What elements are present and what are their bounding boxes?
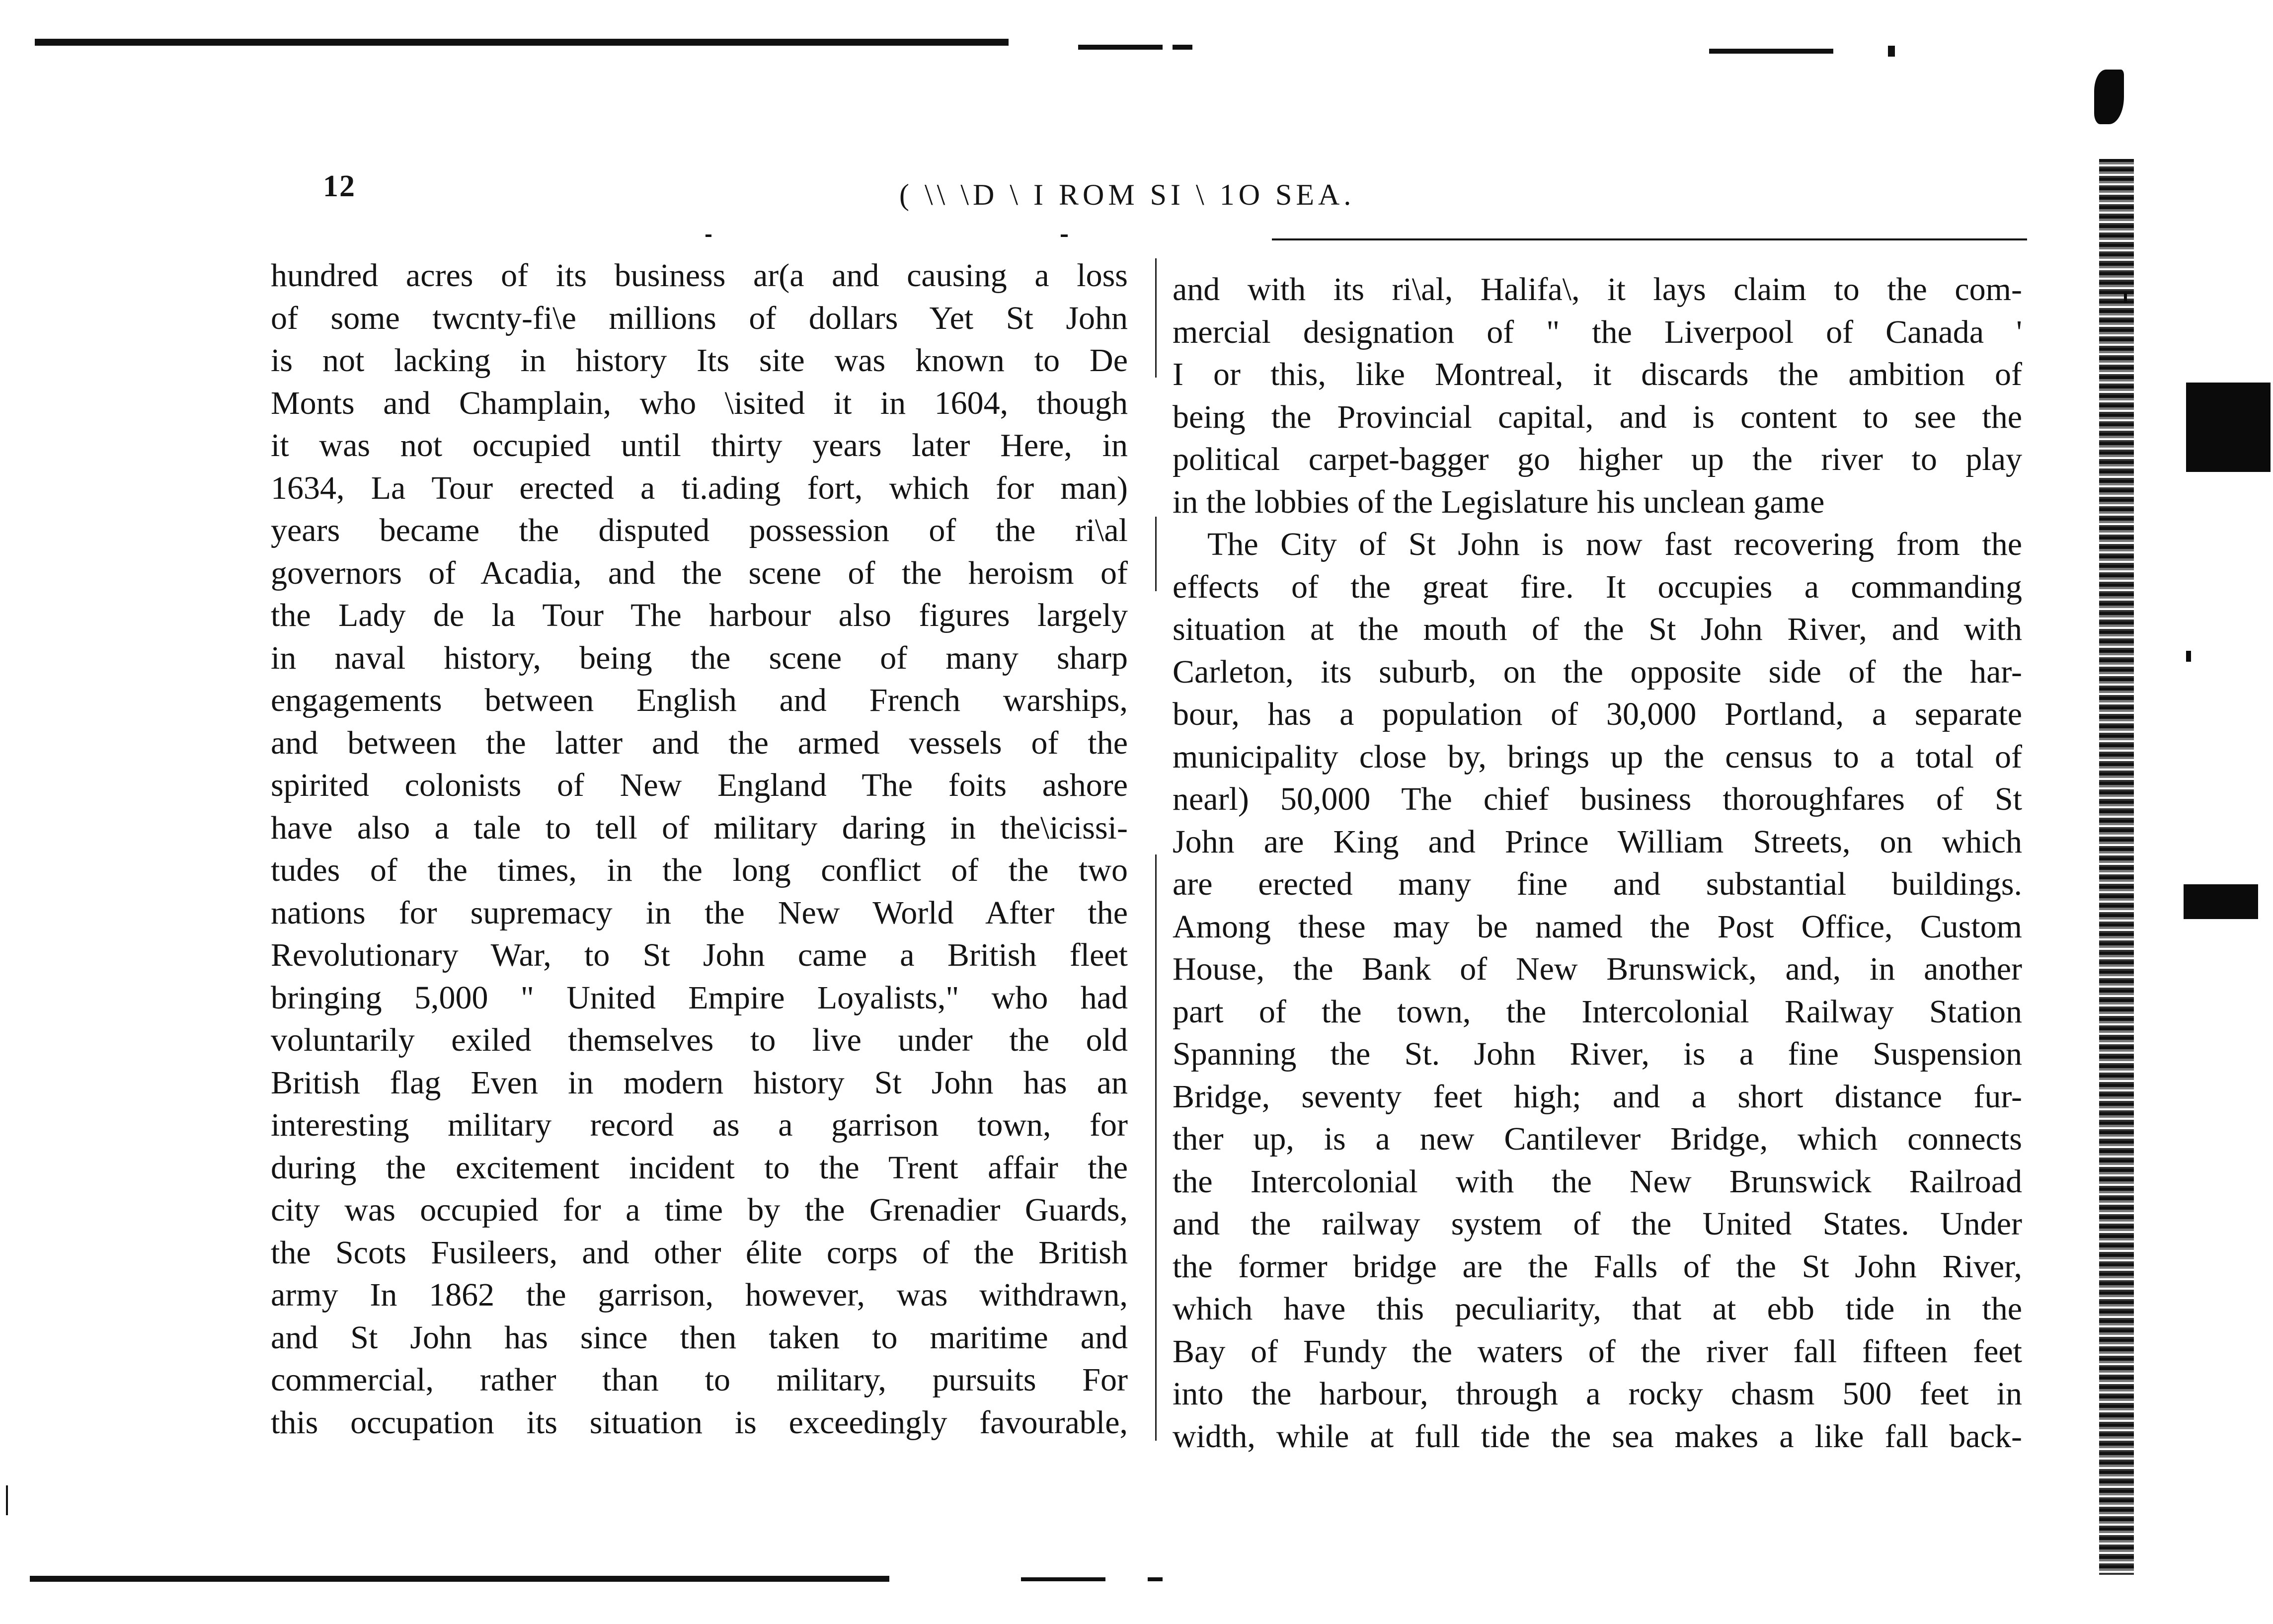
text-line: political carpet-bagger go higher up the river to play <box>1173 441 2022 477</box>
text-line: bour, has a population of 30,000 Portland, a separate <box>1173 696 2022 732</box>
right-column <box>1173 268 2022 1458</box>
text-line: and the railway system of the United States. Under <box>1173 1206 2022 1242</box>
text-line: which have this peculiarity, that at ebb tide in the <box>1173 1291 2022 1327</box>
text-line: municipality close by, brings up the census to a total of <box>1173 738 2022 775</box>
text-line: interesting military record as a garrison town, for <box>271 1107 1128 1143</box>
scan-blot-top <box>2094 70 2124 124</box>
text-line: the Scots Fusileers, and other élite corps of the British <box>271 1234 1128 1271</box>
text-line: John are King and Prince William Streets, on which <box>1173 823 2022 860</box>
text-line: Revolutionary War, to St John came a British fleet <box>271 937 1128 973</box>
text-line: bringing 5,000 " United Empire Loyalists," who had <box>271 979 1128 1016</box>
text-line: part of the town, the Intercolonial Railway Station <box>1173 993 2022 1030</box>
text-line: commercial, rather than to military, pursuits For <box>271 1362 1128 1398</box>
text-line: Monts and Champlain, who \isited it in 1604, though <box>271 385 1128 421</box>
left-column <box>271 254 1128 1444</box>
text-line: Bay of Fundy the waters of the river fall fifteen feet <box>1173 1333 2022 1370</box>
text-line: city was occupied for a time by the Grenadier Guards, <box>271 1192 1128 1228</box>
text-line: Spanning the St. John River, is a fine Suspension <box>1173 1036 2022 1072</box>
text-line: army In 1862 the garrison, however, was withdrawn, <box>271 1277 1128 1313</box>
scan-tick-2 <box>2124 293 2127 303</box>
top-rule-dash-3 <box>1709 49 1833 54</box>
column-separator-3 <box>1155 854 1157 1441</box>
text-line: British flag Even in modern history St John has an <box>271 1064 1128 1101</box>
bottom-rule-dash-2 <box>1148 1577 1163 1581</box>
text-line: mercial designation of " the Liverpool of Canada ' <box>1173 313 2022 350</box>
scan-blot-2 <box>2184 884 2258 919</box>
text-line: voluntarily exiled themselves to live under the old <box>271 1022 1128 1058</box>
top-rule-dash-1 <box>1078 45 1163 50</box>
text-line: ther up, is a new Cantilever Bridge, which connects <box>1173 1121 2022 1157</box>
text-line: this occupation its situation is exceedingly favourable, <box>271 1404 1128 1441</box>
text-line: the former bridge are the Falls of the St John River, <box>1173 1248 2022 1285</box>
header-rule-mark-1 <box>705 234 711 237</box>
top-rule-long <box>35 39 1009 46</box>
text-line: Bridge, seventy feet high; and a short distance fur- <box>1173 1078 2022 1115</box>
scan-tick-1 <box>2186 651 2191 662</box>
text-line: into the harbour, through a rocky chasm 500 feet in <box>1173 1376 2022 1412</box>
text-line: situation at the mouth of the St John River, and with <box>1173 611 2022 647</box>
text-line: House, the Bank of New Brunswick, and, in another <box>1173 951 2022 987</box>
scan-blot-1 <box>2186 383 2271 472</box>
text-line: spirited colonists of New England The foits ashore <box>271 767 1128 803</box>
left-edge-mark <box>6 1485 8 1515</box>
top-rule-dash-4 <box>1888 46 1895 57</box>
text-line: width, while at full tide the sea makes a like fall back- <box>1173 1418 2022 1455</box>
text-line: hundred acres of its business ar(a and causing a loss <box>271 257 1128 294</box>
bottom-rule-long <box>30 1576 889 1582</box>
text-line: governors of Acadia, and the scene of the heroism of <box>271 554 1128 591</box>
text-line: Carleton, its suburb, on the opposite side of the har- <box>1173 653 2022 690</box>
text-line: engagements between English and French warships, <box>271 682 1128 718</box>
text-line: of some twcnty-fi\e millions of dollars Yet St John <box>271 300 1128 336</box>
text-line: 1634, La Tour erected a ti.ading fort, which for man) <box>271 469 1128 506</box>
text-line: have also a tale to tell of military daring in the\icissi- <box>271 809 1128 846</box>
text-line: in naval history, being the scene of many sharp <box>271 639 1128 676</box>
running-head: ( \\ \D \ I ROM SI \ 1O SEA. <box>899 178 1355 211</box>
scan-edge-strip <box>2099 159 2134 1575</box>
page-number: 12 <box>323 169 356 203</box>
text-line: and with its ri\al, Halifa\, it lays claim to the com- <box>1173 271 2022 308</box>
text-line: tudes of the times, in the long conflict of the two <box>271 852 1128 888</box>
header-rule-right <box>1272 238 2027 240</box>
text-line: effects of the great fire. It occupies a commanding <box>1173 568 2022 605</box>
text-line: and between the latter and the armed vessels of the <box>271 724 1128 761</box>
text-line: is not lacking in history Its site was known to De <box>271 342 1128 379</box>
text-line: The City of St John is now fast recovering from the <box>1207 526 2022 562</box>
text-line: it was not occupied until thirty years later Here, in <box>271 427 1128 464</box>
top-rule-dash-2 <box>1173 45 1192 50</box>
text-line: nearl) 50,000 The chief business thoroughfares of St <box>1173 781 2022 817</box>
text-line: the Lady de la Tour The harbour also figures largely <box>271 597 1128 633</box>
text-line: are erected many fine and substantial buildings. <box>1173 866 2022 902</box>
column-separator-2 <box>1155 517 1157 591</box>
text-line: the Intercolonial with the New Brunswick Railroad <box>1173 1163 2022 1200</box>
text-line: during the excitement incident to the Trent affair the <box>271 1149 1128 1186</box>
text-line: nations for supremacy in the New World After the <box>271 894 1128 931</box>
text-line: I or this, like Montreal, it discards the ambition of <box>1173 356 2022 392</box>
text-line: in the lobbies of the Legislature his unclean game <box>1173 483 1825 520</box>
text-line: years became the disputed possession of the ri\al <box>271 512 1128 548</box>
header-rule-mark-2 <box>1061 234 1068 237</box>
column-separator-1 <box>1155 258 1157 378</box>
text-line: being the Provincial capital, and is content to see the <box>1173 398 2022 435</box>
text-line: Among these may be named the Post Office, Custom <box>1173 908 2022 945</box>
bottom-rule-dash-1 <box>1021 1577 1105 1581</box>
text-line: and St John has since then taken to maritime and <box>271 1319 1128 1356</box>
